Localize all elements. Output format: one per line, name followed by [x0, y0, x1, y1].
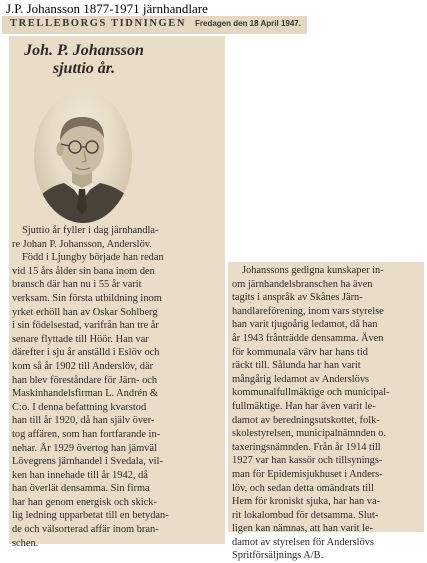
newspaper-name: TRELLEBORGS TIDNINGEN: [10, 18, 187, 29]
text-line: om järnhandelsbranschen ha även: [232, 278, 373, 290]
text-line: rit lokalombud för detsamma. Slut-: [232, 509, 379, 521]
text-line: för kommunala värv har hans tid: [232, 346, 368, 358]
article-body-column-1: [12, 224, 222, 550]
text-line: nehar. År 1929 övertog han jämväl: [12, 442, 157, 454]
page-caption: J.P. Johansson 1877-1971 järnhandlare: [6, 1, 208, 16]
text-line: ken han innehade till år 1942, då: [12, 469, 148, 481]
text-line: kommunalfullmäktige och municipal-: [232, 387, 390, 399]
text-line: vid 15 års ålder sin bana inom den: [12, 265, 155, 277]
text-line: damot av beredningsutskottet, folk-: [232, 414, 380, 426]
text-line: Sjuttio år fyller i dag järnhandla-: [22, 225, 159, 236]
article-body-column-2: [232, 264, 420, 563]
article-column-2: [228, 262, 424, 562]
text-line: bransch där han nu i 55 år varit: [12, 279, 142, 291]
text-line: ligen kan nämnas, att han varit le-: [232, 523, 374, 535]
text-line: fullmäktige. Han har även varit le-: [232, 400, 376, 412]
text-line: i sin födelsestad, varifrån han tre år: [12, 320, 159, 332]
text-line: 1927 var han kassör och tillsynings-: [232, 455, 383, 467]
text-line: C:o. I denna befattning kvarstod: [12, 401, 147, 413]
text-line: mångårig ledamot av Anderslövs: [232, 373, 370, 385]
text-line: handlareförening, inom vars styrelse: [232, 305, 384, 317]
text-line: damot av styrelsen för Anderslövs: [232, 536, 374, 548]
text-line: därefter i sju år anställd i Eslöv och: [12, 347, 160, 359]
text-line: taxeringsnämnden. Från år 1914 till: [232, 441, 381, 453]
text-line: verksam. Sin första utbildning inom: [12, 292, 162, 304]
text-line: schen.: [12, 537, 39, 549]
text-line: tagits i anspråk av Skånes Järn-: [232, 292, 363, 304]
newspaper-date: Fredagen den 18 April 1947.: [195, 19, 301, 28]
newspaper-masthead: [2, 16, 307, 34]
text-line: re Johan P. Johansson, Anderslöv.: [12, 238, 152, 250]
text-line: Hem för kroniskt sjuka, har han va-: [232, 496, 381, 508]
text-line: Spritförsäljnings A/B.: [232, 550, 324, 562]
text-line: senare flyttade till Höör. Han var: [12, 333, 149, 345]
article-subheadline: sjuttio år.: [52, 60, 116, 77]
text-line: år 1943 frånträdde densamma. Även: [232, 332, 384, 344]
text-line: man för Epidemisjukhuset i Anders-: [232, 468, 383, 480]
text-line: han till år 1920, då han själv över-: [12, 415, 155, 427]
text-line: löv, och sedan detta omändrats till: [232, 482, 374, 494]
portrait-illustration: [34, 91, 132, 223]
portrait-photo: [34, 91, 132, 223]
text-line: han överlät densamma. Sin firma: [12, 483, 150, 495]
text-line: Johanssons gedigna kunskaper in-: [242, 265, 384, 276]
text-line: han blev föreståndare för Järn- och: [12, 374, 158, 386]
text-line: yrket erhöll han av Oskar Sohlberg: [12, 306, 158, 318]
text-line: skolestyrelsen, municipalnämnden o.: [232, 428, 387, 440]
article-headline: Joh. P. Johansson: [24, 42, 144, 59]
text-line: Född i Ljungby började han redan: [22, 252, 164, 264]
text-line: tog affären, som han fortfarande in-: [12, 428, 161, 440]
text-line: lig ledning upparbetat till en betydan-: [12, 510, 169, 522]
text-line: kom så år 1902 till Anderslöv, där: [12, 360, 154, 372]
text-line: Maskinhandelsfirman L. Andrén &: [12, 388, 159, 400]
article-column-1: [9, 36, 225, 549]
text-line: räckt till. Sålunda har han varit: [232, 360, 361, 372]
text-line: han varit tjugoårig ledamot, då han: [232, 319, 378, 331]
text-line: har han genom energisk och skick-: [12, 496, 157, 508]
text-line: de och välsorterad affär inom bran-: [12, 524, 159, 536]
text-line: Lövegrens järnhandel i Svedala, vil-: [12, 456, 163, 468]
